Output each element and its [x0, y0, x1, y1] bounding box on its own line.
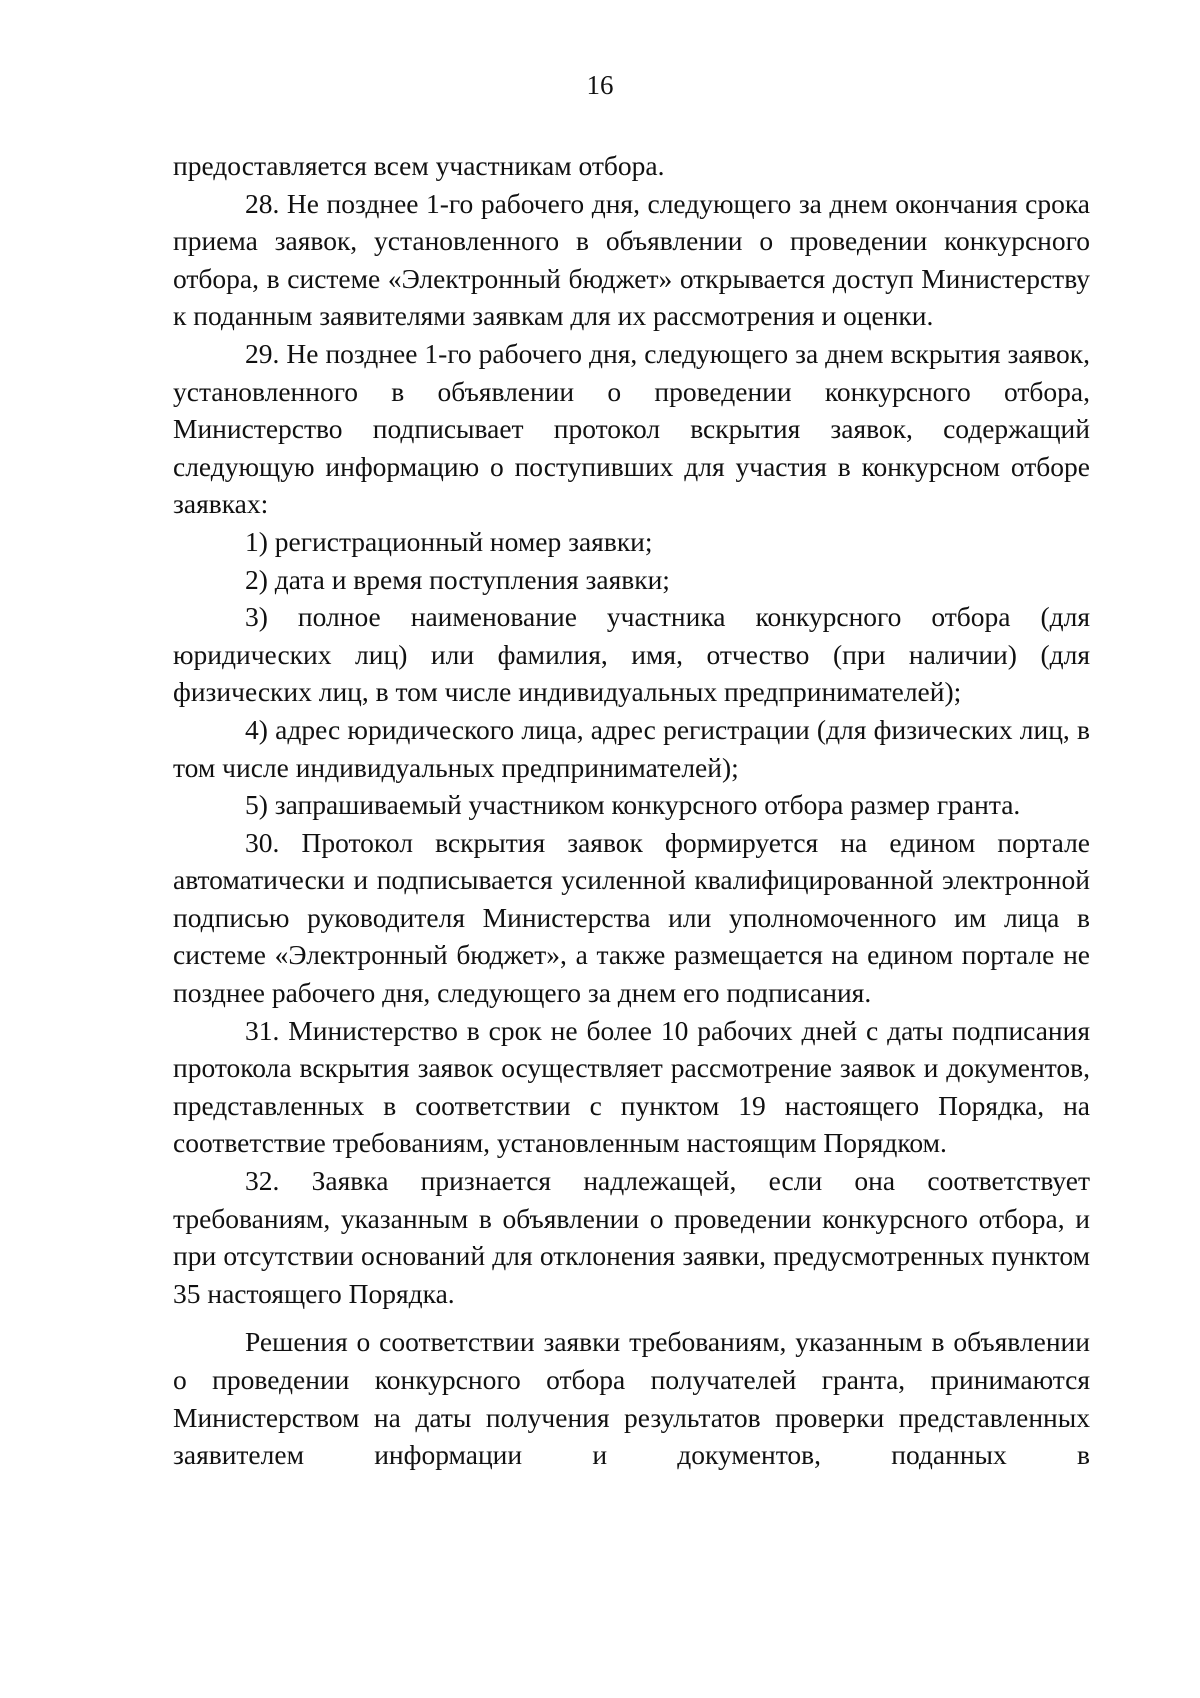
list-item-4: 4) адрес юридического лица, адрес регистрации (для физических лиц, в том числе индивидуальных предпринимателей); [173, 713, 1090, 783]
paragraph-continuation: предоставляется всем участникам отбора. [173, 150, 665, 181]
paragraph-item-30: 30. Протокол вскрытия заявок формируется на едином портале автоматически и подписывается усиленной квалифицированной электронной подписью руководителя Министерства или уполномоченного им лица в системе «Электронный бюджет», а также размещается на едином портале не позднее рабочего дня, следующего за днем его подписания. [173, 826, 1090, 1009]
paragraph-item-32: 32. Заявка признается надлежащей, если она соответствует требованиям, указанным в объявлении о проведении конкурсного отбора, и при отсутствии оснований для отклонения заявки, предусмотренных пунктом 35 настоящего Порядка. [173, 1165, 1090, 1309]
paragraph-item-29: 29. Не позднее 1-го рабочего дня, следующего за днем вскрытия заявок, установленного в объявлении о проведении конкурсного отбора, Министерство подписывает протокол вскрытия заявок, содержащий следующую информацию о поступивших для участия в конкурсном отборе заявках: [173, 337, 1090, 520]
document-body [173, 147, 1090, 1474]
list-item-5: 5) запрашиваемый участником конкурсного отбора размер гранта. [245, 789, 1021, 821]
paragraph-item-31: 31. Министерство в срок не более 10 рабочих дней с даты подписания протокола вскрытия заявок осуществляет рассмотрение заявок и документов, представленных в соответствии с пунктом 19 настоящего Порядка, на соответствие требованиям, установленным настоящим Порядком. [173, 1014, 1090, 1159]
list-item-1: 1) регистрационный номер заявки; [245, 525, 653, 557]
page-number: 16 [586, 70, 614, 100]
paragraph-decisions: Решения о соответствии заявки требованиям, указанным в объявлении о проведении конкурсного отбора получателей гранта, принимаются Министерством на даты получения результатов проверки представленных заявителем информации и документов, поданных в [173, 1326, 1090, 1471]
list-item-2: 2) дата и время поступления заявки; [245, 563, 670, 595]
paragraph-item-28: 28. Не позднее 1-го рабочего дня, следующего за днем окончания срока приема заявок, установленного в объявлении о проведении конкурсного отбора, в системе «Электронный бюджет» открывается доступ Министерству к поданным заявителями заявкам для их рассмотрения и оценки. [173, 187, 1090, 332]
list-item-3: 3) полное наименование участника конкурсного отбора (для юридических лиц) или фамилия, имя, отчество (при наличии) (для физических лиц, в том числе индивидуальных предпринимателей); [173, 601, 1090, 708]
